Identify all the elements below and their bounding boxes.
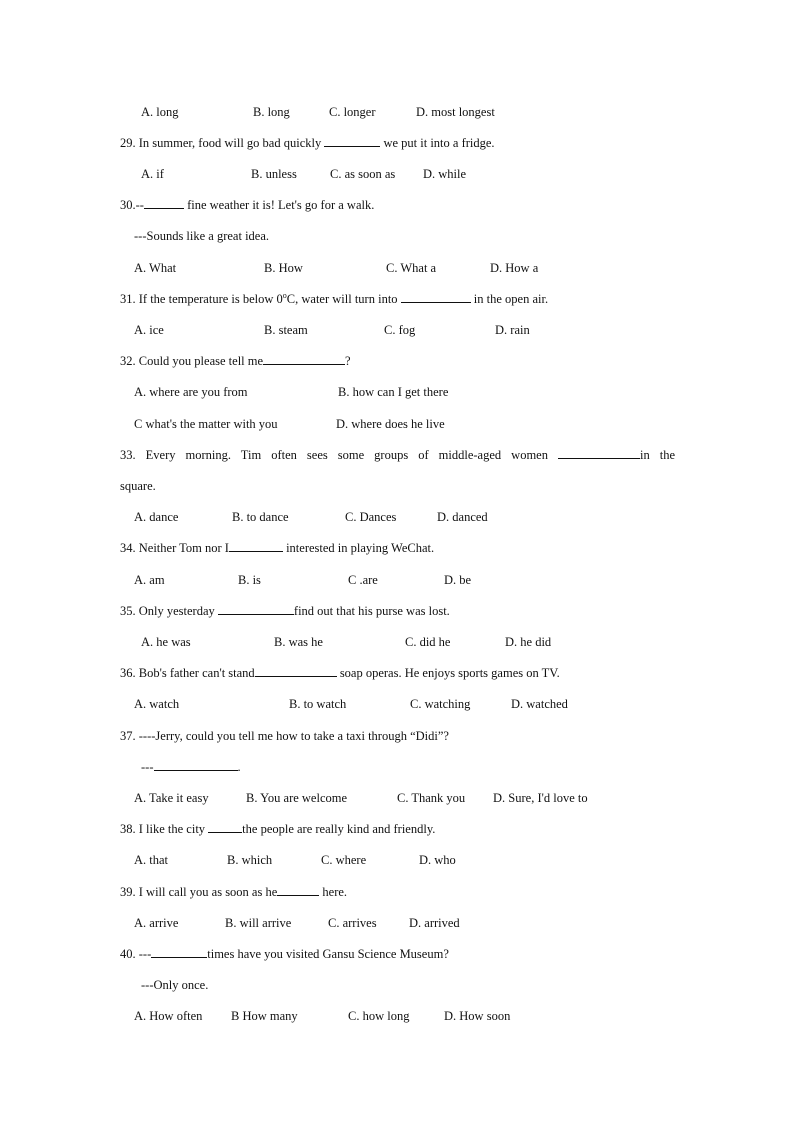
q33-option-d[interactable]: D. danced [437,510,488,524]
q31-text-after: in the open air. [473,292,549,306]
q33-option-a[interactable]: A. dance [134,510,179,524]
q31-degree-sign: o [282,290,287,300]
q39-stem [120,883,680,901]
q32-option-b[interactable]: B. how can I get there [338,385,449,399]
q34-option-b[interactable]: B. is [238,573,261,587]
q39-text-after: here. [322,885,348,899]
q35-option-b[interactable]: B. was he [274,635,323,649]
q39-number: 39. [120,885,136,899]
q31-text-before: If the temperature is below 0 [138,292,283,306]
q37-option-d[interactable]: D. Sure, I'd love to [493,791,588,805]
q36-text-before: Bob's father can't stand [138,666,255,680]
q30-option-d[interactable]: D. How a [490,261,539,275]
q36-stem [120,664,680,682]
q38-option-d[interactable]: D. who [419,853,456,867]
q37-text-before: ----Jerry, could you tell me how to take a taxi through “Didi”? [138,729,449,743]
q37-option-c[interactable]: C. Thank you [397,791,466,805]
q39-option-b[interactable]: B. will arrive [225,916,292,930]
q30-text-after: fine weather it is! Let's go for a walk. [187,198,375,212]
q32-option-a[interactable]: A. where are you from [134,385,248,399]
q36-blank[interactable] [255,664,337,677]
q31-option-a[interactable]: A. ice [134,323,164,337]
q29-option-b[interactable]: B. unless [251,167,297,181]
q40-stem [120,945,680,963]
q35-text-after: find out that his purse was lost. [293,604,450,618]
q32-text-after: ? [345,354,351,368]
q38-option-a[interactable]: A. that [134,853,169,867]
q39-option-d[interactable]: D. arrived [409,916,460,930]
q34-option-c[interactable]: C .are [348,573,378,587]
q40-text-after: times have you visited Gansu Science Museum? [207,947,449,961]
q29-text-after: we put it into a fridge. [383,136,495,150]
q30-option-a[interactable]: A. What [134,261,177,275]
q28-option-c[interactable]: C. longer [329,105,376,119]
q33-text-after: in the [640,448,676,462]
q35-blank[interactable] [218,602,294,615]
q39-blank[interactable] [277,883,319,896]
q31-option-c[interactable]: C. fog [384,323,416,337]
q40-option-c[interactable]: C. how long [348,1009,410,1023]
q40-number: 40. [120,947,136,961]
q37-number: 37. [120,729,136,743]
q40-option-a[interactable]: A. How often [134,1009,203,1023]
q40-blank[interactable] [151,945,207,958]
q33-blank[interactable] [558,446,640,459]
q37-option-b[interactable]: B. You are welcome [246,791,348,805]
q31-blank[interactable] [401,290,471,303]
q38-option-c[interactable]: C. where [321,853,367,867]
q38-text-before: I like the city [138,822,206,836]
q29-blank[interactable] [324,134,380,147]
q39-option-a[interactable]: A. arrive [134,916,179,930]
q29-option-d[interactable]: D. while [423,167,467,181]
q37-option-a[interactable]: A. Take it easy [134,791,209,805]
q32-text-before: Could you please tell me [138,354,264,368]
q32-blank[interactable] [263,352,345,365]
q35-number: 35. [120,604,136,618]
q34-blank[interactable] [229,539,283,552]
q34-text-after: interested in playing WeChat. [286,541,435,555]
q33-stem-continued: square. [120,479,156,493]
q28-option-b[interactable]: B. long [253,105,290,119]
q32-number: 32. [120,354,136,368]
q29-option-a[interactable]: A. if [141,167,164,181]
q30-blank[interactable] [144,196,184,209]
q29-stem [120,134,680,152]
q37-reply-end: . [237,760,241,774]
q35-option-a[interactable]: A. he was [141,635,191,649]
q34-number: 34. [120,541,136,555]
q37-blank[interactable] [154,758,238,771]
q33-stem [120,446,675,464]
q31-number: 31. [120,292,136,306]
q39-option-c[interactable]: C. arrives [328,916,377,930]
q38-blank[interactable] [208,820,242,833]
q36-option-a[interactable]: A. watch [134,697,180,711]
q36-option-b[interactable]: B. to watch [289,697,347,711]
q38-number: 38. [120,822,136,836]
q32-stem [120,352,680,370]
q38-text-after: the people are really kind and friendly. [242,822,436,836]
q40-reply: ---Only once. [141,978,209,992]
q40-text-before: --- [138,947,152,961]
q37-reply-prefix: --- [141,760,154,774]
q39-text-before: I will call you as soon as he [138,885,278,899]
q31-stem [120,290,680,308]
q34-option-d[interactable]: D. be [444,573,472,587]
q29-option-c[interactable]: C. as soon as [330,167,396,181]
q34-stem [120,539,680,557]
q31-text-before-2: C, water will turn into [286,292,398,306]
q33-number: 33. [120,448,136,462]
q28-option-d[interactable]: D. most longest [416,105,495,119]
q32-option-c[interactable]: C what's the matter with you [134,417,278,431]
q36-option-c[interactable]: C. watching [410,697,471,711]
q28-option-a[interactable]: A. long [141,105,179,119]
q33-option-b[interactable]: B. to dance [232,510,289,524]
q37-stem [120,727,680,745]
q31-option-d[interactable]: D. rain [495,323,530,337]
q30-stem [120,196,680,214]
q40-option-d[interactable]: D. How soon [444,1009,511,1023]
q36-text-after: soap operas. He enjoys sports games on TV. [339,666,560,680]
q32-option-d[interactable]: D. where does he live [336,417,445,431]
q35-option-d[interactable]: D. he did [505,635,552,649]
q37-reply [141,758,701,776]
q31-option-b[interactable]: B. steam [264,323,308,337]
q40-option-b[interactable]: B How many [231,1009,298,1023]
q35-stem [120,602,680,620]
q30-number: 30.-- [120,198,144,212]
q29-number: 29. [120,136,136,150]
q36-number: 36. [120,666,136,680]
q33-option-c[interactable]: C. Dances [345,510,397,524]
q33-text-before: Every morning. Tim often sees some groups of middle-aged women [145,448,548,462]
q30-reply: ---Sounds like a great idea. [134,229,270,243]
q34-text-before: Neither Tom nor I [138,541,229,555]
q30-option-b[interactable]: B. How [264,261,303,275]
q38-option-b[interactable]: B. which [227,853,273,867]
q29-text-before: In summer, food will go bad quickly [138,136,322,150]
q36-option-d[interactable]: D. watched [511,697,568,711]
q38-stem [120,820,680,838]
q35-option-c[interactable]: C. did he [405,635,451,649]
q35-text-before: Only yesterday [138,604,215,618]
q34-option-a[interactable]: A. am [134,573,165,587]
q30-option-c[interactable]: C. What a [386,261,437,275]
